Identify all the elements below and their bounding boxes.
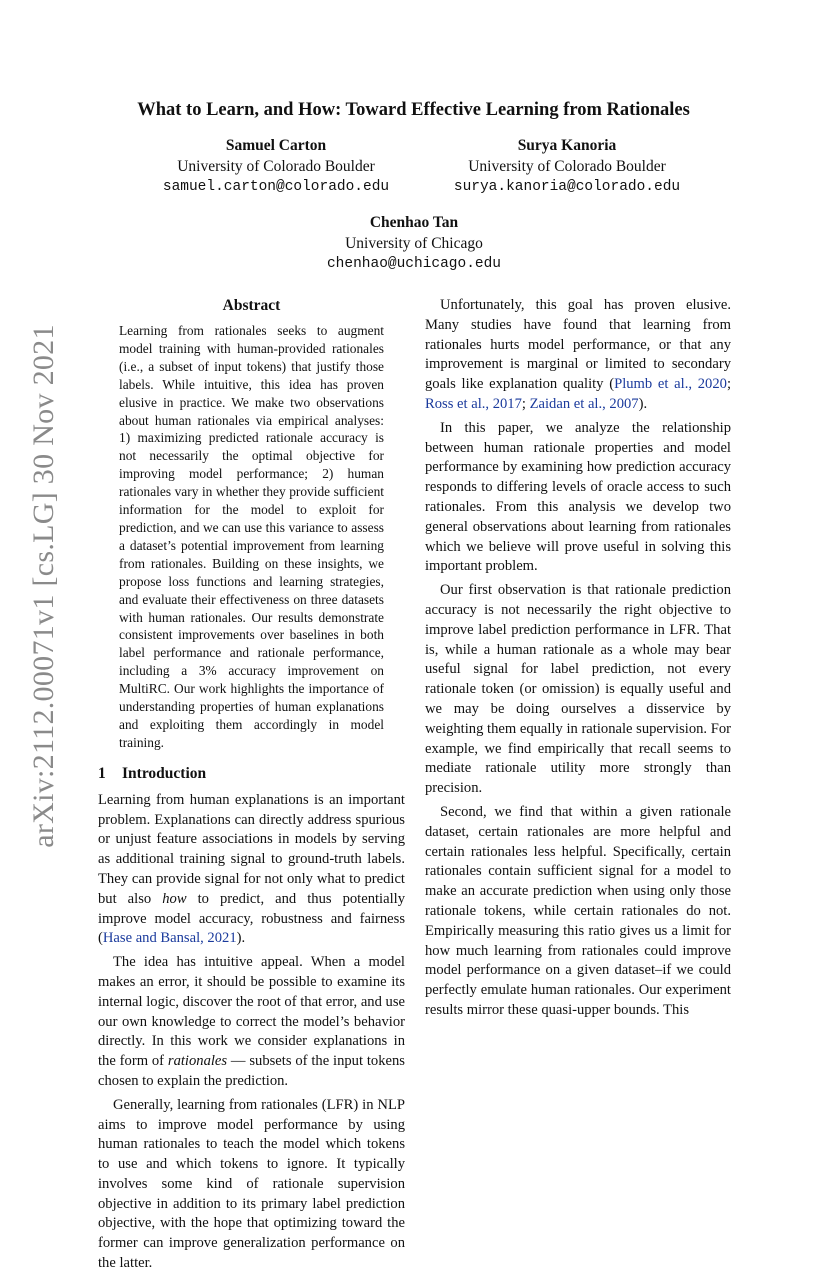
section-heading bbox=[98, 764, 405, 784]
citation-link[interactable]: Zaidan et al., 2007 bbox=[529, 395, 639, 412]
left-column bbox=[98, 296, 405, 1274]
author-name: Chenhao Tan bbox=[369, 214, 459, 231]
paragraph: The idea has intuitive appeal. When a model makes an error, it should be possible to examine its internal logic, discover the root of that error, and use our own knowledge to correct the model’s behavior directly. In this work we consider explanations in the form of rationales — subsets of the input tokens chosen to explain the prediction. bbox=[98, 954, 405, 1089]
paragraph: Generally, learning from rationales (LFR) in NLP aims to improve model performance by using human rationales to teach the model which tokens to use and which tokens to ignore. It typically involves some kind of rationale supervision objective in addition to its primary label prediction objective, with the hope that optimizing toward the former can improve generalization performance on the latter. bbox=[98, 1096, 405, 1272]
abstract-text: Learning from rationales seeks to augment model training with human-provided rationales (i.e., a subset of input tokens) that justify those labels. While intuitive, this idea has proven elusive in practice. We make two observations about human rationales via empirical analyses: 1) maximizing predicted rationale accuracy is not necessarily the optimal objective for improving model performance; 2) human rationales vary in whether they provide sufficient information for the model to exploit for prediction, and we can use this variance to assess a dataset’s potential improvement from learning from rationales. Building on these insights, we propose loss functions and learning strategies, and evaluate their effectiveness on three datasets with human rationales. Our results demonstrate consistent improvements over baselines in both label performance and rationale performance, including a 3% accuracy improvement on MultiRC. Our work highlights the importance of understanding properties of human explanations and exploiting them accordingly in model training. bbox=[119, 323, 384, 750]
abstract-heading: Abstract bbox=[222, 297, 281, 314]
citation-link[interactable]: Hase and Bansal, 2021 bbox=[102, 930, 237, 947]
citation-link[interactable]: Plumb et al., 2020 bbox=[614, 376, 727, 393]
author-name: Surya Kanoria bbox=[517, 137, 617, 154]
author-block bbox=[130, 135, 422, 198]
author-affiliation: University of Colorado Boulder bbox=[468, 158, 666, 175]
author-email[interactable]: samuel.carton@colorado.edu bbox=[162, 179, 390, 195]
paragraph: Learning from human explanations is an important problem. Explanations can directly address spurious or unjust feature associations in models by serving as additional training signal to ground-truth labels. They can provide signal for not only what to predict but also how to predict, and thus potentially improve model accuracy, robustness and fairness (Hase and Bansal, 2021). bbox=[98, 791, 405, 947]
author-name: Samuel Carton bbox=[225, 137, 327, 154]
section-title: Introduction bbox=[122, 764, 207, 782]
paragraph: Second, we find that within a given rationale dataset, certain rationales are more helpful and certain rationales less helpful. Specifically, certain rationales contain sufficient signal for a model to make an accurate prediction when using only those rationale tokens, while certain rationales do not. Empirically measuring this ratio gives us a limit for how much learning from rationales could improve model performance on a given dataset–if we could perfectly emulate human rationales. Our experiment results mirror these quasi-upper bounds. This bbox=[425, 803, 731, 1018]
right-column bbox=[425, 296, 731, 1021]
author-email[interactable]: surya.kanoria@colorado.edu bbox=[453, 179, 681, 195]
paper-title: What to Learn, and How: Toward Effective Learning from Rationales bbox=[137, 100, 690, 120]
author-affiliation: University of Chicago bbox=[345, 235, 483, 252]
arxiv-stamp: arXiv:2112.00071v1 [cs.LG] 30 Nov 2021 bbox=[27, 324, 60, 848]
author-block bbox=[264, 212, 564, 275]
author-email[interactable]: chenhao@uchicago.edu bbox=[326, 256, 502, 272]
citation-link[interactable]: Ross et al., 2017 bbox=[425, 395, 522, 412]
section-number: 1 bbox=[98, 764, 106, 782]
author-block bbox=[420, 135, 714, 198]
paragraph: Our first observation is that rationale prediction accuracy is not necessarily the right objective to improve label prediction performance in LFR. That is, while a human rationale as a whole may bear useful signal for label prediction, not every rationale token (or omission) is equally useful and we may be doing ourselves a disservice by weighting them equally in rationale supervision. For example, we find empirically that recall seems to mediate rationale utility more strongly than precision. bbox=[425, 582, 732, 797]
author-affiliation: University of Colorado Boulder bbox=[177, 158, 375, 175]
paragraph: In this paper, we analyze the relationship between human rationale properties and model performance by examining how prediction accuracy responds to differing levels of oracle access to such rationales. From this analysis we develop two general observations about learning from rationales which we believe will prove useful in solving this important problem. bbox=[425, 419, 731, 575]
paragraph: Unfortunately, this goal has proven elusive. Many studies have found that learning from rationales hurts model performance, or that any improvement is marginal or limited to secondary goals like explanation quality (Plumb et al., 2020; Ross et al., 2017; Zaidan et al., 2007). bbox=[425, 297, 731, 412]
